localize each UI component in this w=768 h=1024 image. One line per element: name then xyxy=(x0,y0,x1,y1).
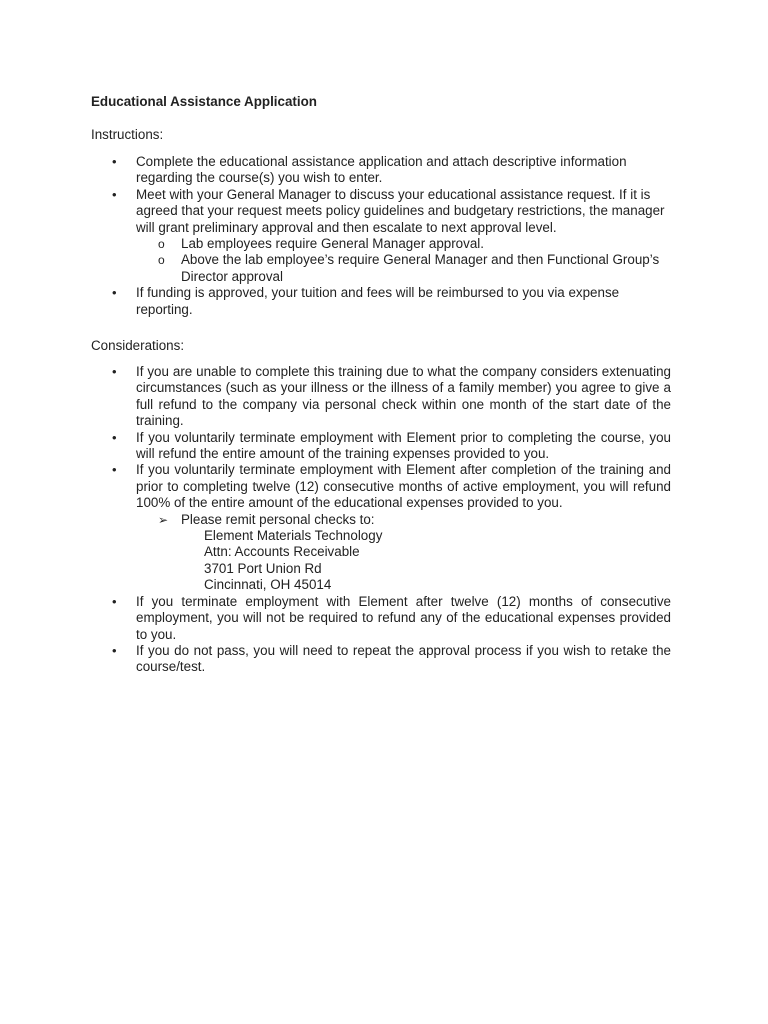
address-line: Element Materials Technology xyxy=(204,528,383,544)
instructions-heading: Instructions: xyxy=(91,127,164,142)
sub-bullet-marker: o xyxy=(158,253,165,268)
remit-sublist xyxy=(158,511,661,594)
bullet-marker: • xyxy=(112,154,117,169)
sub-bullet-marker: o xyxy=(158,237,165,252)
considerations-heading: Considerations: xyxy=(91,338,185,353)
instructions-list xyxy=(112,154,671,318)
bullet-marker: • xyxy=(112,186,117,202)
instruction-text: If funding is approved, your tuition and fees will be reimbursed to you via expense reporting. xyxy=(136,285,620,317)
bullet-marker: • xyxy=(112,364,117,379)
address-line: 3701 Port Union Rd xyxy=(204,560,322,576)
bullet-marker: • xyxy=(112,285,117,301)
consideration-text: If you do not pass, you will need to repeat the approval process if you wish to retake the course/test. xyxy=(136,642,671,675)
list-item xyxy=(112,154,671,187)
consideration-text: If you terminate employment with Element after twelve (12) months of consecutive employment, you will not be required to refund any of the educational expenses provided to you. xyxy=(136,593,671,642)
bullet-marker: • xyxy=(112,429,117,445)
instruction-text: Meet with your General Manager to discuss your educational assistance request. If it is agreed that your request meets policy guidelines and budgetary restrictions, the manager will grant preliminary approval and then escalate to next approval level. xyxy=(136,186,665,235)
remit-label: Please remit personal checks to: xyxy=(181,511,375,527)
bullet-marker: • xyxy=(112,462,117,478)
list-item xyxy=(112,429,671,463)
list-item xyxy=(158,252,673,285)
address-line: Attn: Accounts Receivable xyxy=(204,544,360,560)
remit-address xyxy=(181,528,661,594)
list-item xyxy=(112,364,671,430)
page-title: Educational Assistance Application xyxy=(91,94,317,109)
list-item xyxy=(158,236,673,252)
list-item xyxy=(112,642,671,676)
list-item xyxy=(158,511,661,594)
consideration-text: If you voluntarily terminate employment with Element prior to completing the course, you will refund the entire amount of the training expenses provided to you. xyxy=(136,429,671,462)
list-item xyxy=(112,285,671,318)
list-item xyxy=(112,593,671,643)
list-item xyxy=(112,186,671,285)
instruction-text: Complete the educational assistance application and attach descriptive information regarding the course(s) you wish to enter. xyxy=(136,154,627,186)
address-line: Cincinnati, OH 45014 xyxy=(204,577,332,593)
list-item xyxy=(112,462,671,593)
sub-item-text: Above the lab employee’s require General Manager and then Functional Group’s Director approval xyxy=(181,252,660,284)
bullet-marker: • xyxy=(112,642,117,658)
consideration-text: If you voluntarily terminate employment with Element after completion of the training and prior to completing twelve (12) consecutive months of active employment, you will refund 100% of the entire amount of the educational expenses provided to you. xyxy=(136,462,671,511)
bullet-marker: • xyxy=(112,593,117,609)
consideration-text: If you are unable to complete this training due to what the company considers extenuating circumstances (such as your illness or the illness of a family member) you agree to give a full refund to the company via personal check within one month of the start date of the training. xyxy=(136,364,671,429)
approval-sublist xyxy=(158,236,673,285)
considerations-list xyxy=(112,364,671,676)
sub-item-text: Lab employees require General Manager approval. xyxy=(181,236,484,252)
arrow-bullet-marker: ➢ xyxy=(158,512,169,527)
